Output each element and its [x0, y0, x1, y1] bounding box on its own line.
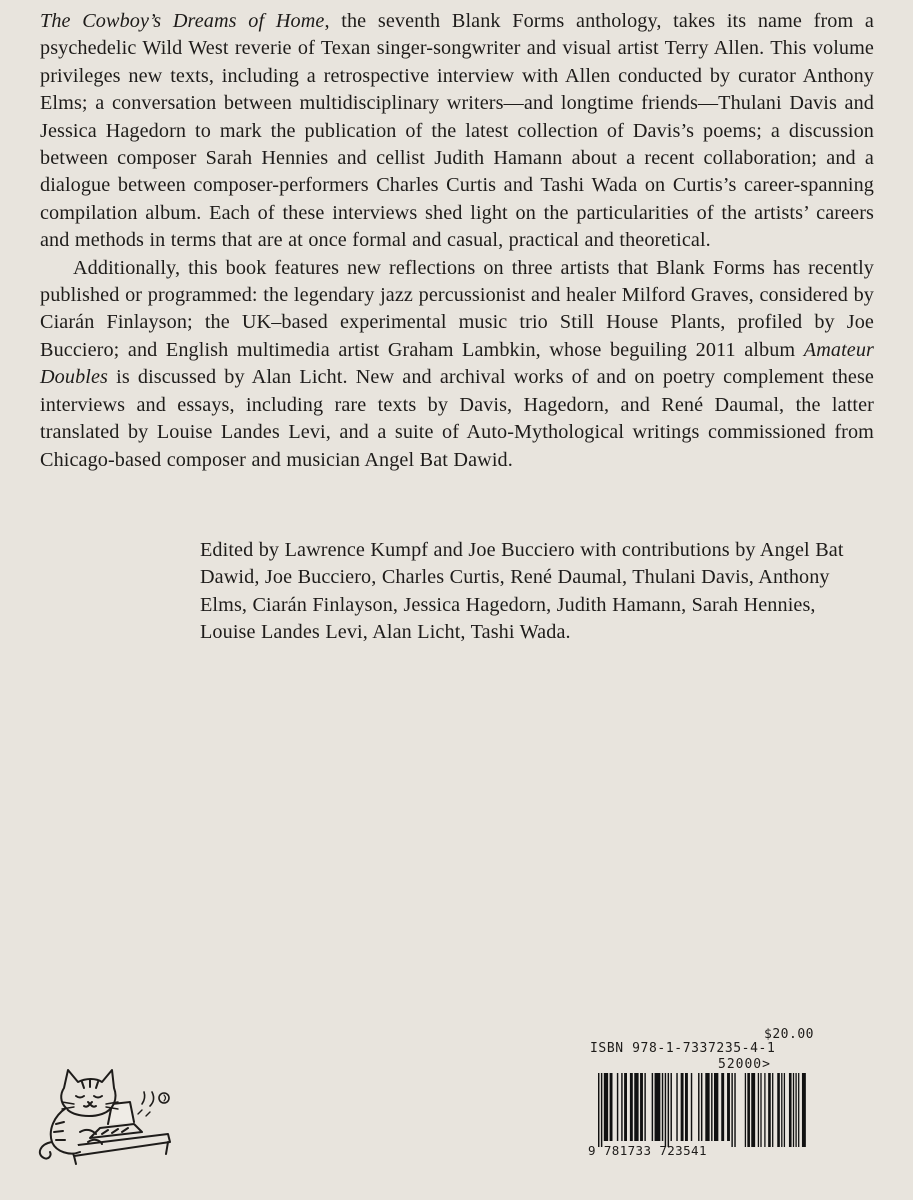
- ean-bar-19: [685, 1073, 688, 1141]
- addon-bar-13: [795, 1073, 796, 1147]
- ean-bar-13: [662, 1073, 663, 1141]
- addon-bar-7: [772, 1073, 773, 1147]
- ean-bar-27: [727, 1073, 730, 1141]
- ean-bar-26: [721, 1073, 724, 1141]
- addon-bar-12: [793, 1073, 794, 1147]
- book-description: [40, 8, 874, 474]
- ean-bar-25: [714, 1073, 718, 1141]
- ean-bar-22: [701, 1073, 702, 1141]
- addon-bar-5: [764, 1073, 765, 1147]
- addon-bar-8: [777, 1073, 780, 1147]
- ean-digits: 9 781733 723541: [588, 1143, 707, 1158]
- ean-bar-7: [630, 1073, 633, 1141]
- ean-bar-10: [644, 1073, 645, 1141]
- ean-bar-5: [621, 1073, 622, 1141]
- ean-bar-29: [734, 1073, 735, 1147]
- ean-bar-14: [665, 1073, 666, 1147]
- ean-bar-9: [640, 1073, 643, 1141]
- ean-bar-6: [624, 1073, 627, 1141]
- ean-bar-20: [691, 1073, 692, 1141]
- ean-bar-4: [617, 1073, 618, 1141]
- ean-bar-23: [705, 1073, 709, 1141]
- paragraph-2-text-after: is discussed by Alan Licht. New and archival works of and on poetry complement these interviews and essays, including rare texts by Davis, Hagedorn, and René Daumal, the latter translated by Louise Landes Levi, and a suite of Auto-Mythological writings commissioned from Chicago-based composer and musician Angel Bat Dawid.: [40, 366, 874, 471]
- ean-bar-3: [610, 1073, 613, 1141]
- isbn-barcode: [588, 1028, 814, 1160]
- credits-text: Edited by Lawrence Kumpf and Joe Bucciero with contributions by Angel Bat Dawid, Joe Bucciero, Charles Curtis, René Daumal, Thulani Davis, Anthony Elms, Ciarán Finlayson, Jessica Hagedorn, Judith Hamann, Sarah Hennies, Louise Landes Levi, Alan Licht, Tashi Wada.: [200, 539, 844, 644]
- ean-bar-16: [671, 1073, 672, 1141]
- ean-bar-0: [598, 1073, 599, 1147]
- addon-bar-10: [784, 1073, 785, 1147]
- addon-bar-14: [798, 1073, 799, 1147]
- ean-bar-1: [601, 1073, 602, 1147]
- addon-bar-3: [758, 1073, 759, 1147]
- cat-typewriter-icon: [30, 1058, 180, 1168]
- addon-bar-2: [751, 1073, 755, 1147]
- ean-bar-8: [634, 1073, 638, 1141]
- addon-bar-6: [768, 1073, 771, 1147]
- addon-bar-11: [789, 1073, 792, 1147]
- album-title: Amateur Doubles: [40, 338, 874, 389]
- ean-bar-15: [668, 1073, 669, 1147]
- ean-bar-2: [604, 1073, 608, 1141]
- editor-credits: [200, 537, 874, 647]
- description-paragraph-1: [40, 8, 874, 255]
- ean-bar-11: [652, 1073, 653, 1141]
- isbn-label: ISBN 978-1-7337235-4-1: [590, 1041, 776, 1056]
- ean-bar-17: [676, 1073, 677, 1141]
- paragraph-1-text: , the seventh Blank Forms anthology, takes its name from a psychedelic Wild West reverie of Texan singer-songwriter and visual artist Terry Allen. This volume privileges new texts, including a retrospective interview with Allen conducted by curator Anthony Elms; a conversation between multidisciplinary writers—and longtime friends—Thulani Davis and Jessica Hagedorn to mark the publication of the latest collection of Davis’s poems; a discussion between composer Sarah Hennies and cellist Judith Hamann about a recent collaboration; and a dialogue between composer-performers Charles Curtis and Tashi Wada on Curtis’s career-spanning compilation album. Each of these interviews shed light on the particularities of the artists’ careers and methods in terms that are at once formal and casual, practical and theoretical.: [40, 10, 874, 252]
- addon-bar-15: [802, 1073, 806, 1147]
- ean-bar-28: [731, 1073, 732, 1147]
- ean-bar-12: [655, 1073, 661, 1141]
- addon-bar-0: [745, 1073, 746, 1147]
- ean-bar-24: [711, 1073, 712, 1141]
- paragraph-2-text-before: Additionally, this book features new reflections on three artists that Blank Forms has recently published or programmed: the legendary jazz percussionist and healer Milford Graves, considered by Ciarán Finlayson; the UK–based experimental music trio Still House Plants, profiled by Joe Bucciero; and English multimedia artist Graham Lambkin, whose beguiling 2011 album: [40, 256, 874, 361]
- addon-bar-4: [760, 1073, 761, 1147]
- ean-bar-21: [698, 1073, 699, 1141]
- price-label: $20.00: [764, 1027, 814, 1042]
- anthology-title: The Cowboy’s Dreams of Home: [40, 10, 325, 32]
- ean-bar-18: [681, 1073, 684, 1141]
- addon-bar-9: [781, 1073, 782, 1147]
- addon-bar-1: [747, 1073, 750, 1147]
- description-paragraph-2: [40, 255, 874, 474]
- price-addon-code: 52000>: [718, 1057, 771, 1072]
